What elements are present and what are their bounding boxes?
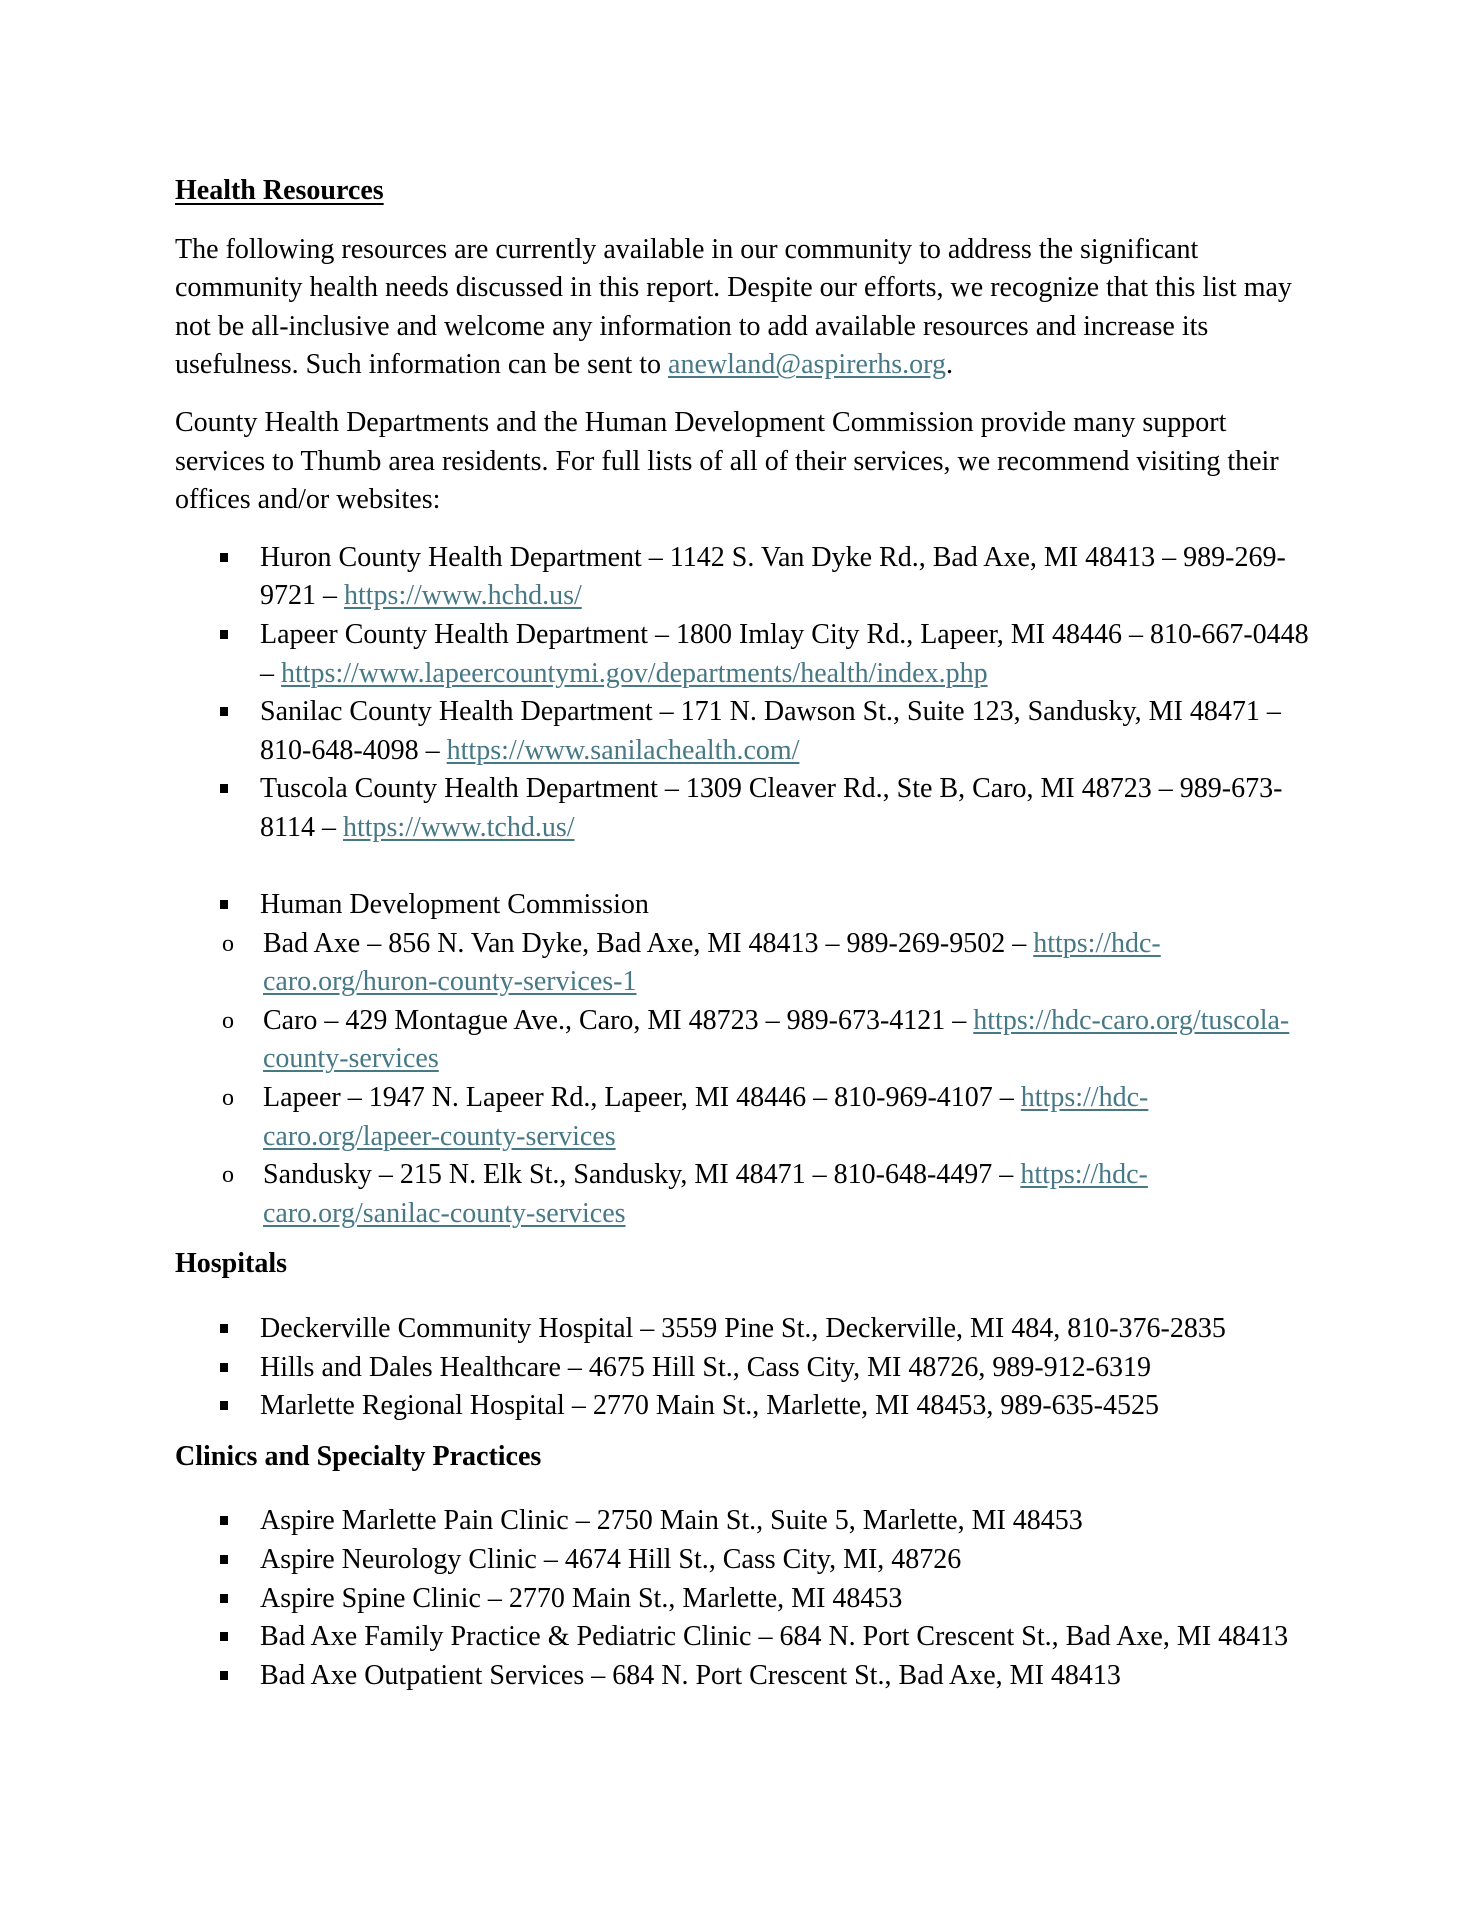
item-text: Bad Axe Outpatient Services – 684 N. Port Crescent St., Bad Axe, MI 48413 (260, 1659, 1121, 1691)
huron-health-link[interactable]: https://www.hchd.us/ (344, 580, 582, 612)
spacer (175, 1284, 1315, 1310)
page-title: Health Resources (175, 175, 384, 206)
lapeer-health-link[interactable]: https://www.lapeercountymi.gov/departments/health/index.php (281, 657, 988, 689)
hospitals-heading: Hospitals (175, 1248, 288, 1280)
item-text: Bad Axe – 856 N. Van Dyke, Bad Axe, MI 48413 – 989-269-9502 – (263, 927, 1034, 959)
intro-text: The following resources are currently available in our community to address the significant community health needs discussed in this report. Despite our efforts, we recognize that this list may not be all-inclusive and welcome any information to add available resources and increase its usefulness. Such information can be sent to (175, 233, 1292, 381)
hdc-caro-link[interactable]: https://hdc-caro.org/tuscola-county-services (263, 1004, 1290, 1075)
item-text: Aspire Marlette Pain Clinic – 2750 Main St., Suite 5, Marlette, MI 48453 (260, 1505, 1083, 1537)
email-link[interactable]: anewland@aspirerhs.org (668, 349, 946, 381)
list-item-hdc-sandusky (175, 1156, 1315, 1233)
square-bullet-icon (220, 707, 228, 716)
square-bullet-icon (220, 1516, 228, 1525)
hdc-bad-axe-link[interactable]: https://hdc-caro.org/huron-county-services-1 (263, 927, 1161, 998)
hdc-label: Human Development Commission (260, 889, 649, 921)
item-text: Sanilac County Health Department – 171 N. Dawson St., Suite 123, Sandusky, MI 48471 – 810-648-4098 – (260, 696, 1281, 766)
list-item-tuscola-health-department (175, 770, 1315, 847)
hdc-lapeer-link[interactable]: https://hdc-caro.org/lapeer-county-services (263, 1082, 1149, 1152)
square-bullet-icon (220, 630, 228, 639)
clinics-heading: Clinics and Specialty Practices (175, 1440, 542, 1472)
list-item-sanilac-health-department (175, 693, 1315, 770)
list-item-clinic (175, 1657, 1315, 1696)
list-item-huron-health-department (175, 539, 1315, 616)
hospitals-list (175, 1310, 1315, 1426)
hdc-offices-list (175, 925, 1315, 1234)
document-content (175, 172, 1315, 1695)
square-bullet-icon (220, 784, 228, 793)
square-bullet-icon (220, 553, 228, 562)
item-text: Bad Axe Family Practice & Pediatric Clinic – 684 N. Port Crescent St., Bad Axe, MI 48413 (260, 1621, 1289, 1653)
spacer (175, 1233, 1315, 1245)
item-text: Caro – 429 Montague Ave., Caro, MI 48723 – 989-673-4121 – (263, 1004, 974, 1036)
item-text: Aspire Neurology Clinic – 4674 Hill St., Cass City, MI, 48726 (260, 1544, 962, 1575)
square-bullet-icon (220, 1671, 228, 1680)
square-bullet-icon (220, 1632, 228, 1641)
item-text: Hills and Dales Healthcare – 4675 Hill St., Cass City, MI 48726, 989-912-6319 (260, 1351, 1151, 1383)
circle-bullet-icon: o (222, 1085, 234, 1112)
sanilac-health-link[interactable]: https://www.sanilachealth.com/ (446, 734, 800, 766)
circle-bullet-icon: o (222, 1007, 234, 1034)
square-bullet-icon (220, 1363, 228, 1372)
list-item-clinic (175, 1541, 1315, 1580)
item-text: Huron County Health Department – 1142 S. Van Dyke Rd., Bad Axe, MI 48413 – 989-269-9721 – (260, 541, 1286, 612)
square-bullet-icon (220, 1324, 228, 1333)
list-item-hospital (175, 1349, 1315, 1388)
item-text: Lapeer County Health Department – 1800 Imlay City Rd., Lapeer, MI 48446 – 810-667-0448 – (260, 618, 1309, 689)
item-text: Marlette Regional Hospital – 2770 Main St., Marlette, MI 48453, 989-635-4525 (260, 1390, 1159, 1422)
circle-bullet-icon: o (222, 1162, 234, 1189)
circle-bullet-icon: o (222, 930, 234, 957)
item-text: Deckerville Community Hospital – 3559 Pine St., Deckerville, MI 484, 810-376-2835 (260, 1313, 1226, 1345)
intro-end: . (945, 349, 953, 381)
hdc-list (175, 886, 1315, 1233)
list-item-hospital (175, 1310, 1315, 1349)
square-bullet-icon (220, 1594, 228, 1603)
list-item-clinic (175, 1580, 1315, 1619)
item-text: Lapeer – 1947 N. Lapeer Rd., Lapeer, MI 48446 – 810-969-4107 – (263, 1082, 1021, 1114)
spacer (175, 1426, 1315, 1438)
health-departments-list (175, 539, 1315, 848)
spacer (175, 1476, 1315, 1502)
county-intro-paragraph: County Health Departments and the Human Development Commission provide many support services to Thumb area residents. For full lists of all of their services, we recommend visiting their offices and/or websites: (175, 406, 1279, 516)
list-item-hdc-bad-axe (175, 925, 1315, 1002)
list-item-clinic (175, 1502, 1315, 1541)
tuscola-health-link[interactable]: https://www.tchd.us/ (342, 811, 575, 843)
square-bullet-icon (220, 1401, 228, 1410)
list-item-clinic (175, 1618, 1315, 1657)
hdc-sandusky-link[interactable]: https://hdc-caro.org/sanilac-county-services (263, 1159, 1148, 1229)
blank-line (175, 848, 1315, 887)
clinics-list (175, 1502, 1315, 1695)
item-text: Tuscola County Health Department – 1309 Cleaver Rd., Ste B, Caro, MI 48723 – 989-673-8114 – (260, 773, 1283, 843)
list-item-hospital (175, 1387, 1315, 1426)
list-item-hdc-lapeer (175, 1079, 1315, 1156)
intro-paragraph (175, 231, 1315, 385)
item-text: Sandusky – 215 N. Elk St., Sandusky, MI 48471 – 810-648-4497 – (263, 1159, 1021, 1191)
square-bullet-icon (220, 1555, 228, 1564)
list-item-human-development-commission (175, 886, 1315, 1233)
square-bullet-icon (220, 900, 228, 909)
list-item-hdc-caro (175, 1002, 1315, 1079)
item-text: Aspire Spine Clinic – 2770 Main St., Marlette, MI 48453 (260, 1582, 903, 1614)
list-item-lapeer-health-department (175, 616, 1315, 693)
